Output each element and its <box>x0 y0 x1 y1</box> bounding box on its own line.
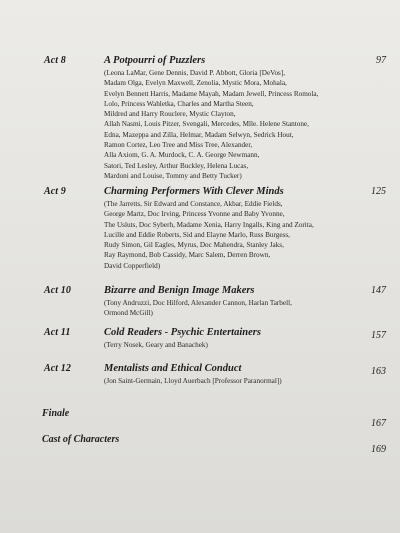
names-line: (Leona LaMar, Gene Dennis, David P. Abbott, Gloria [DeVos], <box>104 69 286 77</box>
finale-label: Finale <box>42 408 70 419</box>
names-line: David Copperfield) <box>104 261 161 270</box>
act-title: Mentalists and Ethical Conduct <box>104 363 242 374</box>
names-line: Mardoni and Louise, Tommy and Betty Tucker) <box>104 171 242 180</box>
names-line: Ormond McGill) <box>104 309 153 318</box>
names-line: (Terry Nosek, Geary and Banachek) <box>104 341 208 349</box>
names-line: The Usluts, Doc Syberh, Madame Xenia, Harry Ingalls, King and Zorita, <box>104 220 314 229</box>
page-number: 169 <box>371 444 386 455</box>
act-label: Act 8 <box>44 55 66 66</box>
names-line: Evelyn Bennett Harris, Madame Mayah, Madam Jewell, Princess Romola, <box>104 89 319 98</box>
names-line: Alla Axiom, G. A. Murdock, C. A. George Newmann, <box>104 151 260 160</box>
names-line: Edna, Mazeppa and Zilla, Helmar, Madam Selwyn, Sedrick Hout, <box>104 130 294 139</box>
act-label: Act 11 <box>44 327 71 338</box>
names-line: Rudy Simon, Gil Eagles, Myrus, Doc Mahendra, Stanley Jaks, <box>104 241 284 250</box>
names-line: George Martz, Doc Irving, Princess Yvonne and Baby Yvonne, <box>104 210 285 219</box>
names-line: Lolo, Princess Wahletka, Charles and Martha Steen, <box>104 99 254 108</box>
act-label: Act 12 <box>44 363 71 374</box>
page-number: 163 <box>371 366 386 377</box>
names-line: Mildred and Harry Rouclere, Mystic Clayton, <box>104 110 236 119</box>
page-number: 167 <box>371 418 386 429</box>
cast-label: Cast of Characters <box>42 434 120 445</box>
act-label: Act 10 <box>44 285 71 296</box>
act-title: Charming Performers With Clever Minds <box>104 186 284 197</box>
cast-names <box>104 199 352 271</box>
cast-names <box>104 340 352 350</box>
cast-names <box>104 298 352 319</box>
act-title: Bizarre and Benign Image Makers <box>104 285 255 296</box>
page-number: 97 <box>376 55 386 66</box>
cast-names <box>104 376 352 386</box>
page-number: 125 <box>371 186 386 197</box>
page-number: 157 <box>371 330 386 341</box>
names-line: Ramon Cortez, Leo Tree and Miss Tree, Alexander, <box>104 141 253 150</box>
cast-names <box>104 68 352 181</box>
names-line: Madam Olga, Evelyn Maxwell, Zenolia, Mystic Mora, Mohala, <box>104 79 287 88</box>
names-line: Lucille and Eddie Roberts, Sid and Elayne Marlo, Russ Burgess, <box>104 230 290 239</box>
names-line: Allah Nasmi, Louis Pitzer, Svengali, Mercedes, Mlle. Helene Stantone, <box>104 120 309 129</box>
names-line: Ray Raymond, Bob Cassidy, Marc Salem, Derren Brown, <box>104 251 271 260</box>
act-title: A Potpourri of Puzzlers <box>104 55 206 66</box>
act-title: Cold Readers - Psychic Entertainers <box>104 327 261 338</box>
names-line: Satori, Ted Lesley, Arthur Buckley, Helena Lucas, <box>104 161 249 170</box>
names-line: (Jon Saint-Germain, Lloyd Auerbach [Professor Paranormal]) <box>104 377 282 385</box>
names-line: (The Jarretts, Sir Edward and Constance, Akbar, Eddie Fields, <box>104 200 283 208</box>
act-label: Act 9 <box>44 186 66 197</box>
page-number: 147 <box>371 285 386 296</box>
names-line: (Tony Andruzzi, Doc Hilford, Alexander Cannon, Harlan Tarbell, <box>104 299 292 307</box>
